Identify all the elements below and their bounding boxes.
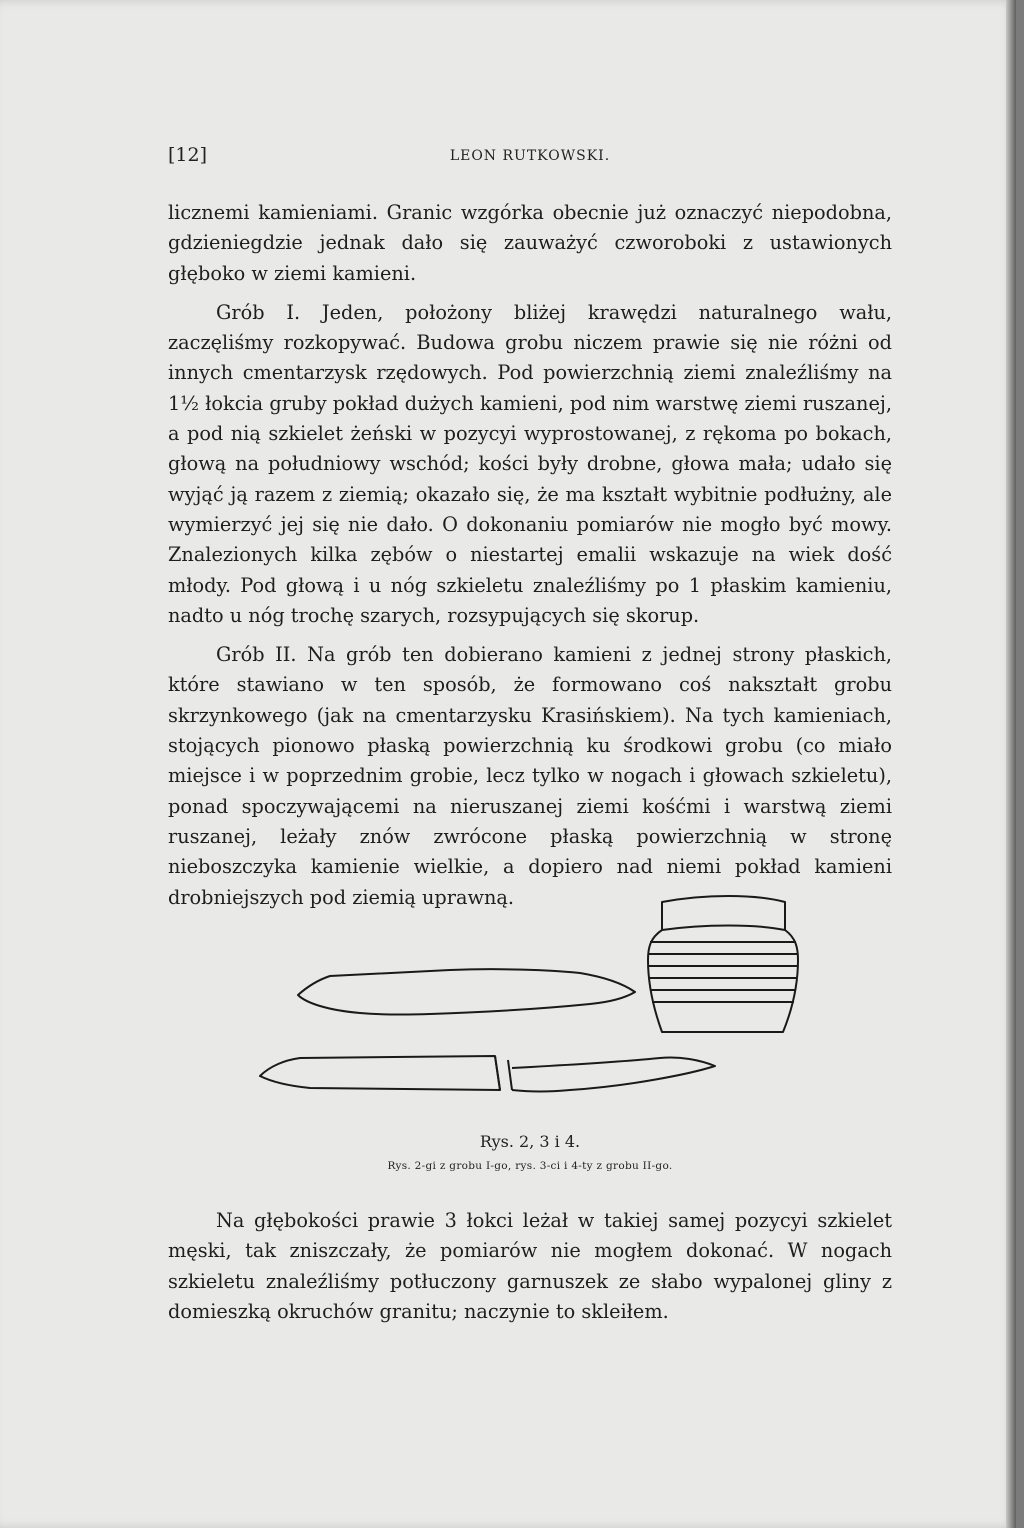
artifact-iron-knife bbox=[260, 1056, 715, 1092]
page-number: [12] bbox=[168, 144, 208, 166]
running-head-author: LEON RUTKOWSKI. bbox=[449, 148, 611, 164]
paragraph-grave-2: Grób II. Na grób ten dobierano kamieni z jednej strony płaskich, które stawiano w ten sposób, że formowano coś nakształt grobu skrzynkowego (jak na cmentarzysku Krasińskiem). Na tych kamieniach, stojących pionowo płaską powierzchnią ku środkowi grobu (co miało miejsce i w poprzednim grobie, lecz tylko w nogach i głowach szkieletu), ponad spoczywającemi na nieruszanej ziemi kośćmi i warstwą ziemi ruszanej, leżały znów zwrócone płaską powierzchnią w stronę nieboszczyka kamienie wielkie, a dopiero nad niemi pokład kamieni drobniejszych pod ziemią uprawną. bbox=[168, 643, 892, 909]
running-header bbox=[168, 144, 892, 172]
paragraph-male-skeleton: Na głębokości prawie 3 łokci leżał w takiej samej pozycyi szkielet męski, tak zniszczały, że pomiarów nie mogłem dokonać. W nogach szkieletu znaleźliśmy potłuczony garnuszek ze słabo wypalonej gliny z domieszką okruchów granitu; naczynie to skleiłem. bbox=[168, 1209, 892, 1323]
figure-subcaption: Rys. 2-gi z grobu I-go, rys. 3-ci i 4-ty z grobu II-go. bbox=[387, 1160, 673, 1172]
page-edge-shadow bbox=[1006, 0, 1016, 1528]
body-text-bottom bbox=[168, 1206, 892, 1327]
artifact-clay-jar bbox=[648, 896, 798, 1032]
artifact-stone-blade bbox=[298, 969, 635, 1014]
paragraph-grave-1: Grób I. Jeden, położony bliżej krawędzi naturalnego wału, zaczęliśmy rozkopywać. Budowa grobu niczem prawie się nie różni od innych cmentarzysk rzędowych. Pod powierzchnią ziemi znaleźliśmy na 1½ łokcia gruby pokład dużych kamieni, pod nim warstwę ziemi ruszanej, a pod nią szkielet żeński w pozycyi wyprostowanej, z rękoma po bokach, głową na południowy wschód; kości były drobne, głowa mała; udało się wyjąć ją razem z ziemią; okazało się, że ma kształt wybitnie podłużny, ale wymierzyć jej się nie dało. O dokonaniu pomiarów nie mogło być mowy. Znalezionych kilka zębów o niestartej emalii wskazuje na wiek dość młody. Pod głową i u nóg szkieletu znaleźliśmy po 1 płaskim kamieniu, nadto u nóg trochę szarych, rozsypujących się skorup. bbox=[168, 300, 892, 627]
figure-caption: Rys. 2, 3 i 4. bbox=[479, 1132, 581, 1151]
figure-artifacts bbox=[250, 890, 810, 1140]
body-text-top bbox=[168, 198, 892, 913]
paragraph-continuation: licznemi kamieniami. Granic wzgórka obecnie już oznaczyć niepodobna, gdzieniegdzie jednak dało się zauważyć czworoboki z ustawionych głęboko w ziemi kamieni. bbox=[168, 201, 892, 285]
